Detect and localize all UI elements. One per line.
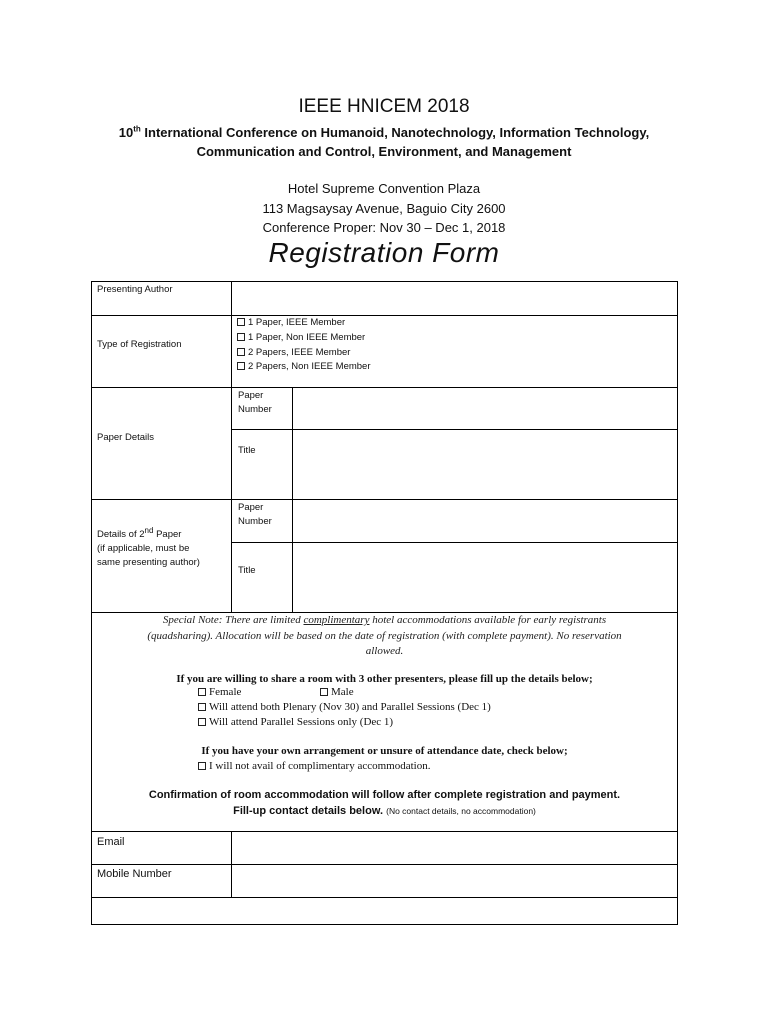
registration-option[interactable] <box>237 331 365 346</box>
registration-option[interactable] <box>237 346 350 361</box>
subtitle-ordinal: 10 <box>118 125 134 140</box>
second-paper-label-ordinal-suffix: nd <box>144 525 154 535</box>
male-label: Male <box>331 686 354 698</box>
column-divider <box>292 387 293 612</box>
fillup-note-text: Fill-up contact details below. <box>233 805 384 817</box>
paper-number-label <box>238 389 272 417</box>
special-note-prefix: Special Note: There are limited <box>162 614 304 626</box>
mobile-number-label: Mobile Number <box>97 868 172 880</box>
venue-address: 113 Magsaysay Avenue, Baguio City 2600 <box>262 200 506 216</box>
subtitle-line-1 <box>0 123 768 142</box>
second-paper-label-prefix: Details of 2 <box>97 529 145 540</box>
email-field[interactable] <box>233 833 675 862</box>
paper-number-label-line-2: Number <box>238 404 272 415</box>
checkbox-icon[interactable] <box>237 362 245 370</box>
checkbox-icon[interactable] <box>237 333 245 341</box>
female-label: Female <box>209 686 242 698</box>
checkbox-icon[interactable] <box>320 688 328 696</box>
male-option[interactable] <box>320 686 354 698</box>
form-title: Registration Form <box>268 237 500 268</box>
subtitle-line-2: Communication and Control, Environment, and Management <box>196 144 572 159</box>
column-divider <box>231 831 232 897</box>
venue-block <box>0 179 768 238</box>
paper-title-label: Title <box>238 445 256 456</box>
paper-title-field[interactable] <box>294 431 675 497</box>
registration-option-label: 1 Paper, Non IEEE Member <box>248 332 366 343</box>
conference-dates: Conference Proper: Nov 30 – Dec 1, 2018 <box>262 220 506 235</box>
checkbox-icon[interactable] <box>198 718 206 726</box>
row-divider <box>91 864 678 865</box>
paper-number-label-line-1: Paper <box>238 390 264 401</box>
second-paper-note-line-1: (if applicable, must be <box>97 543 190 554</box>
second-paper-number-label <box>238 501 272 529</box>
conference-title: IEEE HNICEM 2018 <box>298 96 470 117</box>
mobile-number-field[interactable] <box>233 866 675 895</box>
attend-both-option[interactable] <box>198 701 491 713</box>
fillup-note-small: (No contact details, no accommodation) <box>386 806 536 816</box>
attend-both-label: Will attend both Plenary (Nov 30) and Parallel Sessions (Dec 1) <box>209 701 491 713</box>
confirmation-note: Confirmation of room accommodation will follow after complete registration and payment. <box>148 789 621 801</box>
email-label: Email <box>97 836 125 848</box>
second-paper-note-line-2: same presenting author) <box>97 557 200 568</box>
row-divider <box>91 499 678 500</box>
own-arrangement-heading: If you have your own arrangement or unsure of attendance date, check below; <box>201 745 568 757</box>
female-option[interactable] <box>198 686 241 698</box>
paper-details-label: Paper Details <box>97 432 155 443</box>
registration-option-label: 1 Paper, IEEE Member <box>248 317 346 328</box>
row-divider <box>91 897 678 898</box>
registration-option[interactable] <box>237 360 371 375</box>
special-note-line-2: (quadsharing). Allocation will be based on the date of registration (with complete payment). No reservation <box>147 629 622 642</box>
row-divider <box>91 387 678 388</box>
venue-name: Hotel Supreme Convention Plaza <box>287 181 481 196</box>
second-paper-number-field[interactable] <box>294 501 675 540</box>
type-of-registration-label: Type of Registration <box>97 339 182 350</box>
registration-option[interactable] <box>237 316 345 331</box>
registration-option-label: 2 Papers, Non IEEE Member <box>248 361 371 372</box>
special-note-line-3: allowed. <box>365 645 404 657</box>
second-paper-label-line-1 <box>97 525 200 542</box>
special-note <box>92 613 677 660</box>
conference-subtitle <box>0 123 768 161</box>
presenting-author-field[interactable] <box>233 283 675 313</box>
share-room-heading: If you are willing to share a room with 3 other presenters, please fill up the details below; <box>176 673 593 685</box>
checkbox-icon[interactable] <box>198 703 206 711</box>
second-paper-number-label-line-1: Paper <box>238 502 264 513</box>
not-avail-label: I will not avail of complimentary accommodation. <box>209 760 431 772</box>
row-divider <box>91 831 678 832</box>
subrow-divider <box>231 429 678 430</box>
column-divider <box>231 281 232 612</box>
second-paper-title-label: Title <box>238 565 256 576</box>
subrow-divider <box>231 542 678 543</box>
second-paper-number-label-line-2: Number <box>238 516 272 527</box>
special-note-suffix: hotel accommodations available for early registrants <box>369 614 607 626</box>
checkbox-icon[interactable] <box>198 688 206 696</box>
second-paper-label <box>97 525 200 570</box>
checkbox-icon[interactable] <box>237 348 245 356</box>
blank-row[interactable] <box>93 899 675 923</box>
special-note-line-1 <box>92 613 677 629</box>
special-note-emphasis: complimentary <box>303 614 370 626</box>
paper-number-field[interactable] <box>294 389 675 427</box>
checkbox-icon[interactable] <box>198 762 206 770</box>
subtitle-line-1-text: International Conference on Humanoid, Nanotechnology, Information Technology, <box>140 125 650 140</box>
second-paper-title-field[interactable] <box>294 544 675 610</box>
presenting-author-label: Presenting Author <box>97 284 173 295</box>
attend-parallel-label: Will attend Parallel Sessions only (Dec 1) <box>209 716 394 728</box>
fillup-note <box>92 805 677 817</box>
attend-parallel-option[interactable] <box>198 716 393 728</box>
registration-option-label: 2 Papers, IEEE Member <box>248 347 351 358</box>
second-paper-label-rest: Paper <box>153 529 182 540</box>
subtitle-ordinal-suffix: th <box>133 124 141 134</box>
not-avail-option[interactable] <box>198 760 430 772</box>
checkbox-icon[interactable] <box>237 318 245 326</box>
row-divider <box>91 315 678 316</box>
